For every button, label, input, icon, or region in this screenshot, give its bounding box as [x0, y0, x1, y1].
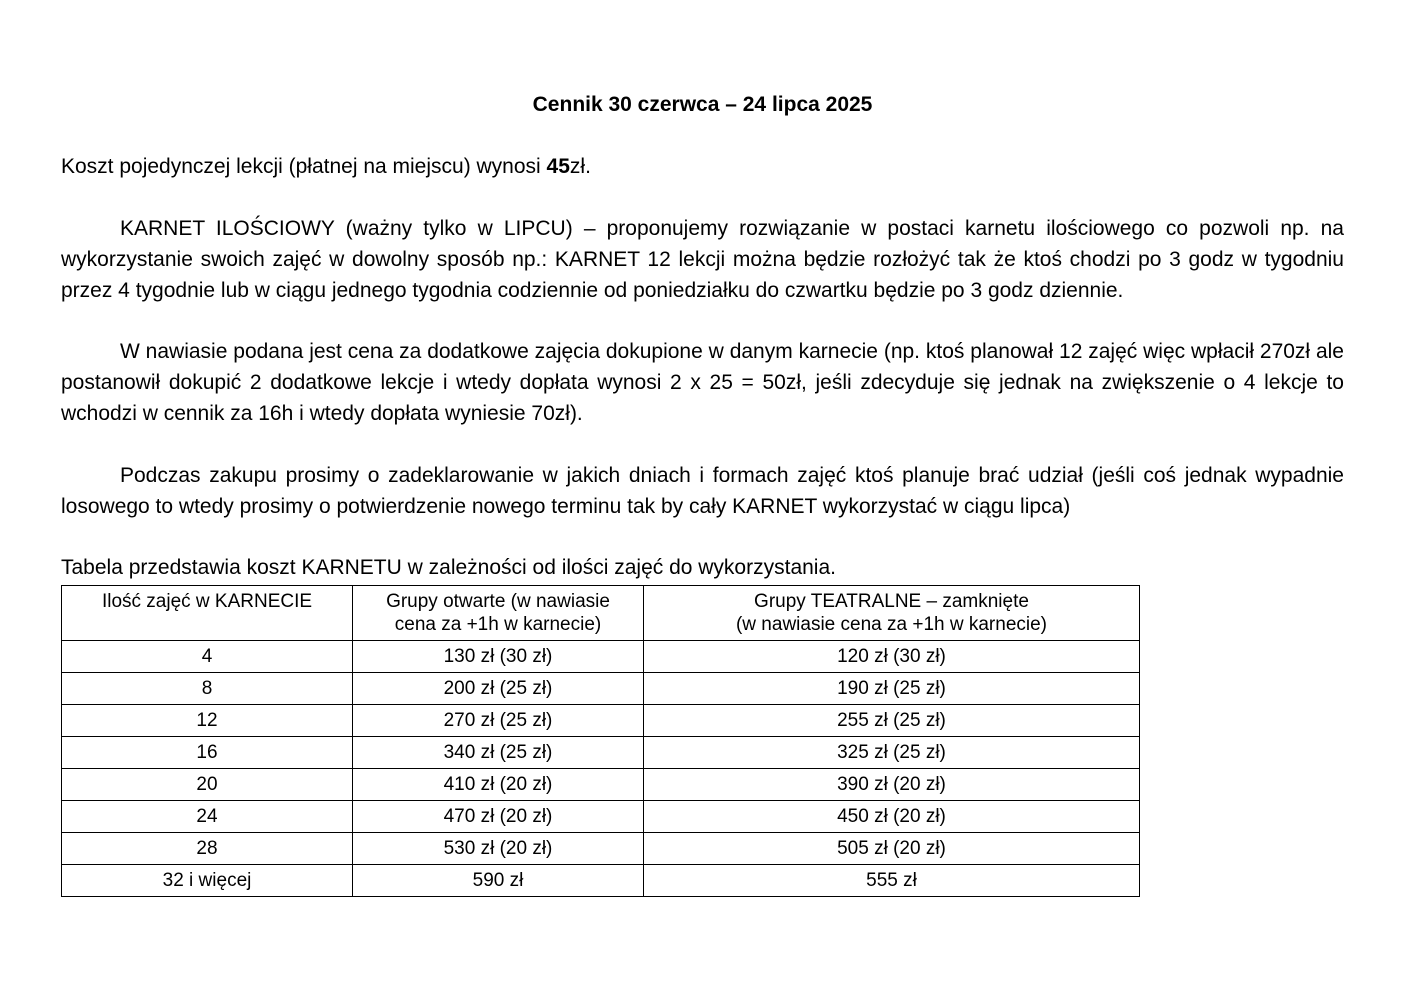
cell-open-price: 590 zł — [353, 865, 644, 897]
header-theatre-groups — [644, 586, 1140, 641]
table-header-row — [62, 586, 1140, 641]
cell-open-price: 200 zł (25 zł) — [353, 673, 644, 705]
single-lesson-currency: zł. — [569, 155, 591, 178]
cell-lesson-count: 32 i więcej — [62, 865, 353, 897]
table-row — [62, 641, 1140, 673]
header-open-groups-line1: Grupy otwarte (w nawiasie — [386, 591, 610, 612]
table-row — [62, 865, 1140, 897]
cell-open-price: 270 zł (25 zł) — [353, 705, 644, 737]
cell-lesson-count: 20 — [62, 769, 353, 801]
table-row — [62, 769, 1140, 801]
header-open-groups-line2: cena za +1h w karnecie) — [394, 614, 602, 635]
header-lesson-count — [62, 586, 353, 641]
purchase-note-paragraph: Podczas zakupu prosimy o zadeklarowanie w jakich dniach i formach zajęć ktoś planuje brać udział (jeśli coś jednak wypadnie losowego to wtedy prosimy o potwierdzenie nowego terminu tak by cały KARNET wykorzystać w ciągu lipca) — [61, 464, 1344, 518]
cell-theatre-price: 505 zł (20 zł) — [644, 833, 1140, 865]
cell-open-price: 340 zł (25 zł) — [353, 737, 644, 769]
cell-lesson-count: 28 — [62, 833, 353, 865]
cell-theatre-price: 255 zł (25 zł) — [644, 705, 1140, 737]
table-row — [62, 673, 1140, 705]
single-lesson-price — [61, 151, 1344, 182]
cell-lesson-count: 24 — [62, 801, 353, 833]
table-row — [62, 833, 1140, 865]
cell-lesson-count: 12 — [62, 705, 353, 737]
header-theatre-groups-line1: Grupy TEATRALNE – zamknięte — [754, 591, 1029, 612]
cell-theatre-price: 555 zł — [644, 865, 1140, 897]
header-open-groups — [353, 586, 644, 641]
table-row — [62, 705, 1140, 737]
cell-theatre-price: 390 zł (20 zł) — [644, 769, 1140, 801]
table-intro-paragraph: Tabela przedstawia koszt KARNETU w zależności od ilości zajęć do wykorzystania. — [61, 556, 836, 579]
cell-open-price: 530 zł (20 zł) — [353, 833, 644, 865]
cell-lesson-count: 16 — [62, 737, 353, 769]
cell-open-price: 470 zł (20 zł) — [353, 801, 644, 833]
single-lesson-text: Koszt pojedynczej lekcji (płatnej na miejscu) wynosi — [61, 155, 547, 178]
pricing-table — [61, 585, 1140, 897]
table-row — [62, 801, 1140, 833]
cell-theatre-price: 190 zł (25 zł) — [644, 673, 1140, 705]
table-row — [62, 737, 1140, 769]
cell-lesson-count: 8 — [62, 673, 353, 705]
cell-theatre-price: 325 zł (25 zł) — [644, 737, 1140, 769]
single-lesson-amount: 45 — [546, 155, 570, 178]
cell-theatre-price: 120 zł (30 zł) — [644, 641, 1140, 673]
cell-open-price: 130 zł (30 zł) — [353, 641, 644, 673]
page-title: Cennik 30 czerwca – 24 lipca 2025 — [532, 93, 873, 116]
karnet-intro-paragraph: KARNET ILOŚCIOWY (ważny tylko w LIPCU) – proponujemy rozwiązanie w postaci karnetu ilościowego co pozwoli np. na wykorzystanie swoich zajęć w dowolny sposób np.: KARNET 12 lekcji można będzie rozłożyć tak że ktoś chodzi po 3 godz w tygodniu przez 4 tygodnie lub w ciągu jednego tygodnia codziennie od poniedziałku do czwartku będzie po 3 godz dziennie. — [61, 217, 1344, 302]
bracket-note-paragraph: W nawiasie podana jest cena za dodatkowe zajęcia dokupione w danym karnecie (np. ktoś planował 12 zajęć więc wpłacił 270zł ale postanowił dokupić 2 dodatkowe lekcje i wtedy dopłata wynosi 2 x 25 = 50zł, jeśli zdecyduje się jednak na zwiększenie o 4 lekcje to wchodzi w cennik za 16h i wtedy dopłata wyniesie 70zł). — [61, 340, 1344, 425]
cell-lesson-count: 4 — [62, 641, 353, 673]
header-lesson-count-label: Ilość zajęć w KARNECIE — [101, 591, 313, 612]
cell-theatre-price: 450 zł (20 zł) — [644, 801, 1140, 833]
header-theatre-groups-line2: (w nawiasie cena za +1h w karnecie) — [735, 614, 1047, 635]
cell-open-price: 410 zł (20 zł) — [353, 769, 644, 801]
